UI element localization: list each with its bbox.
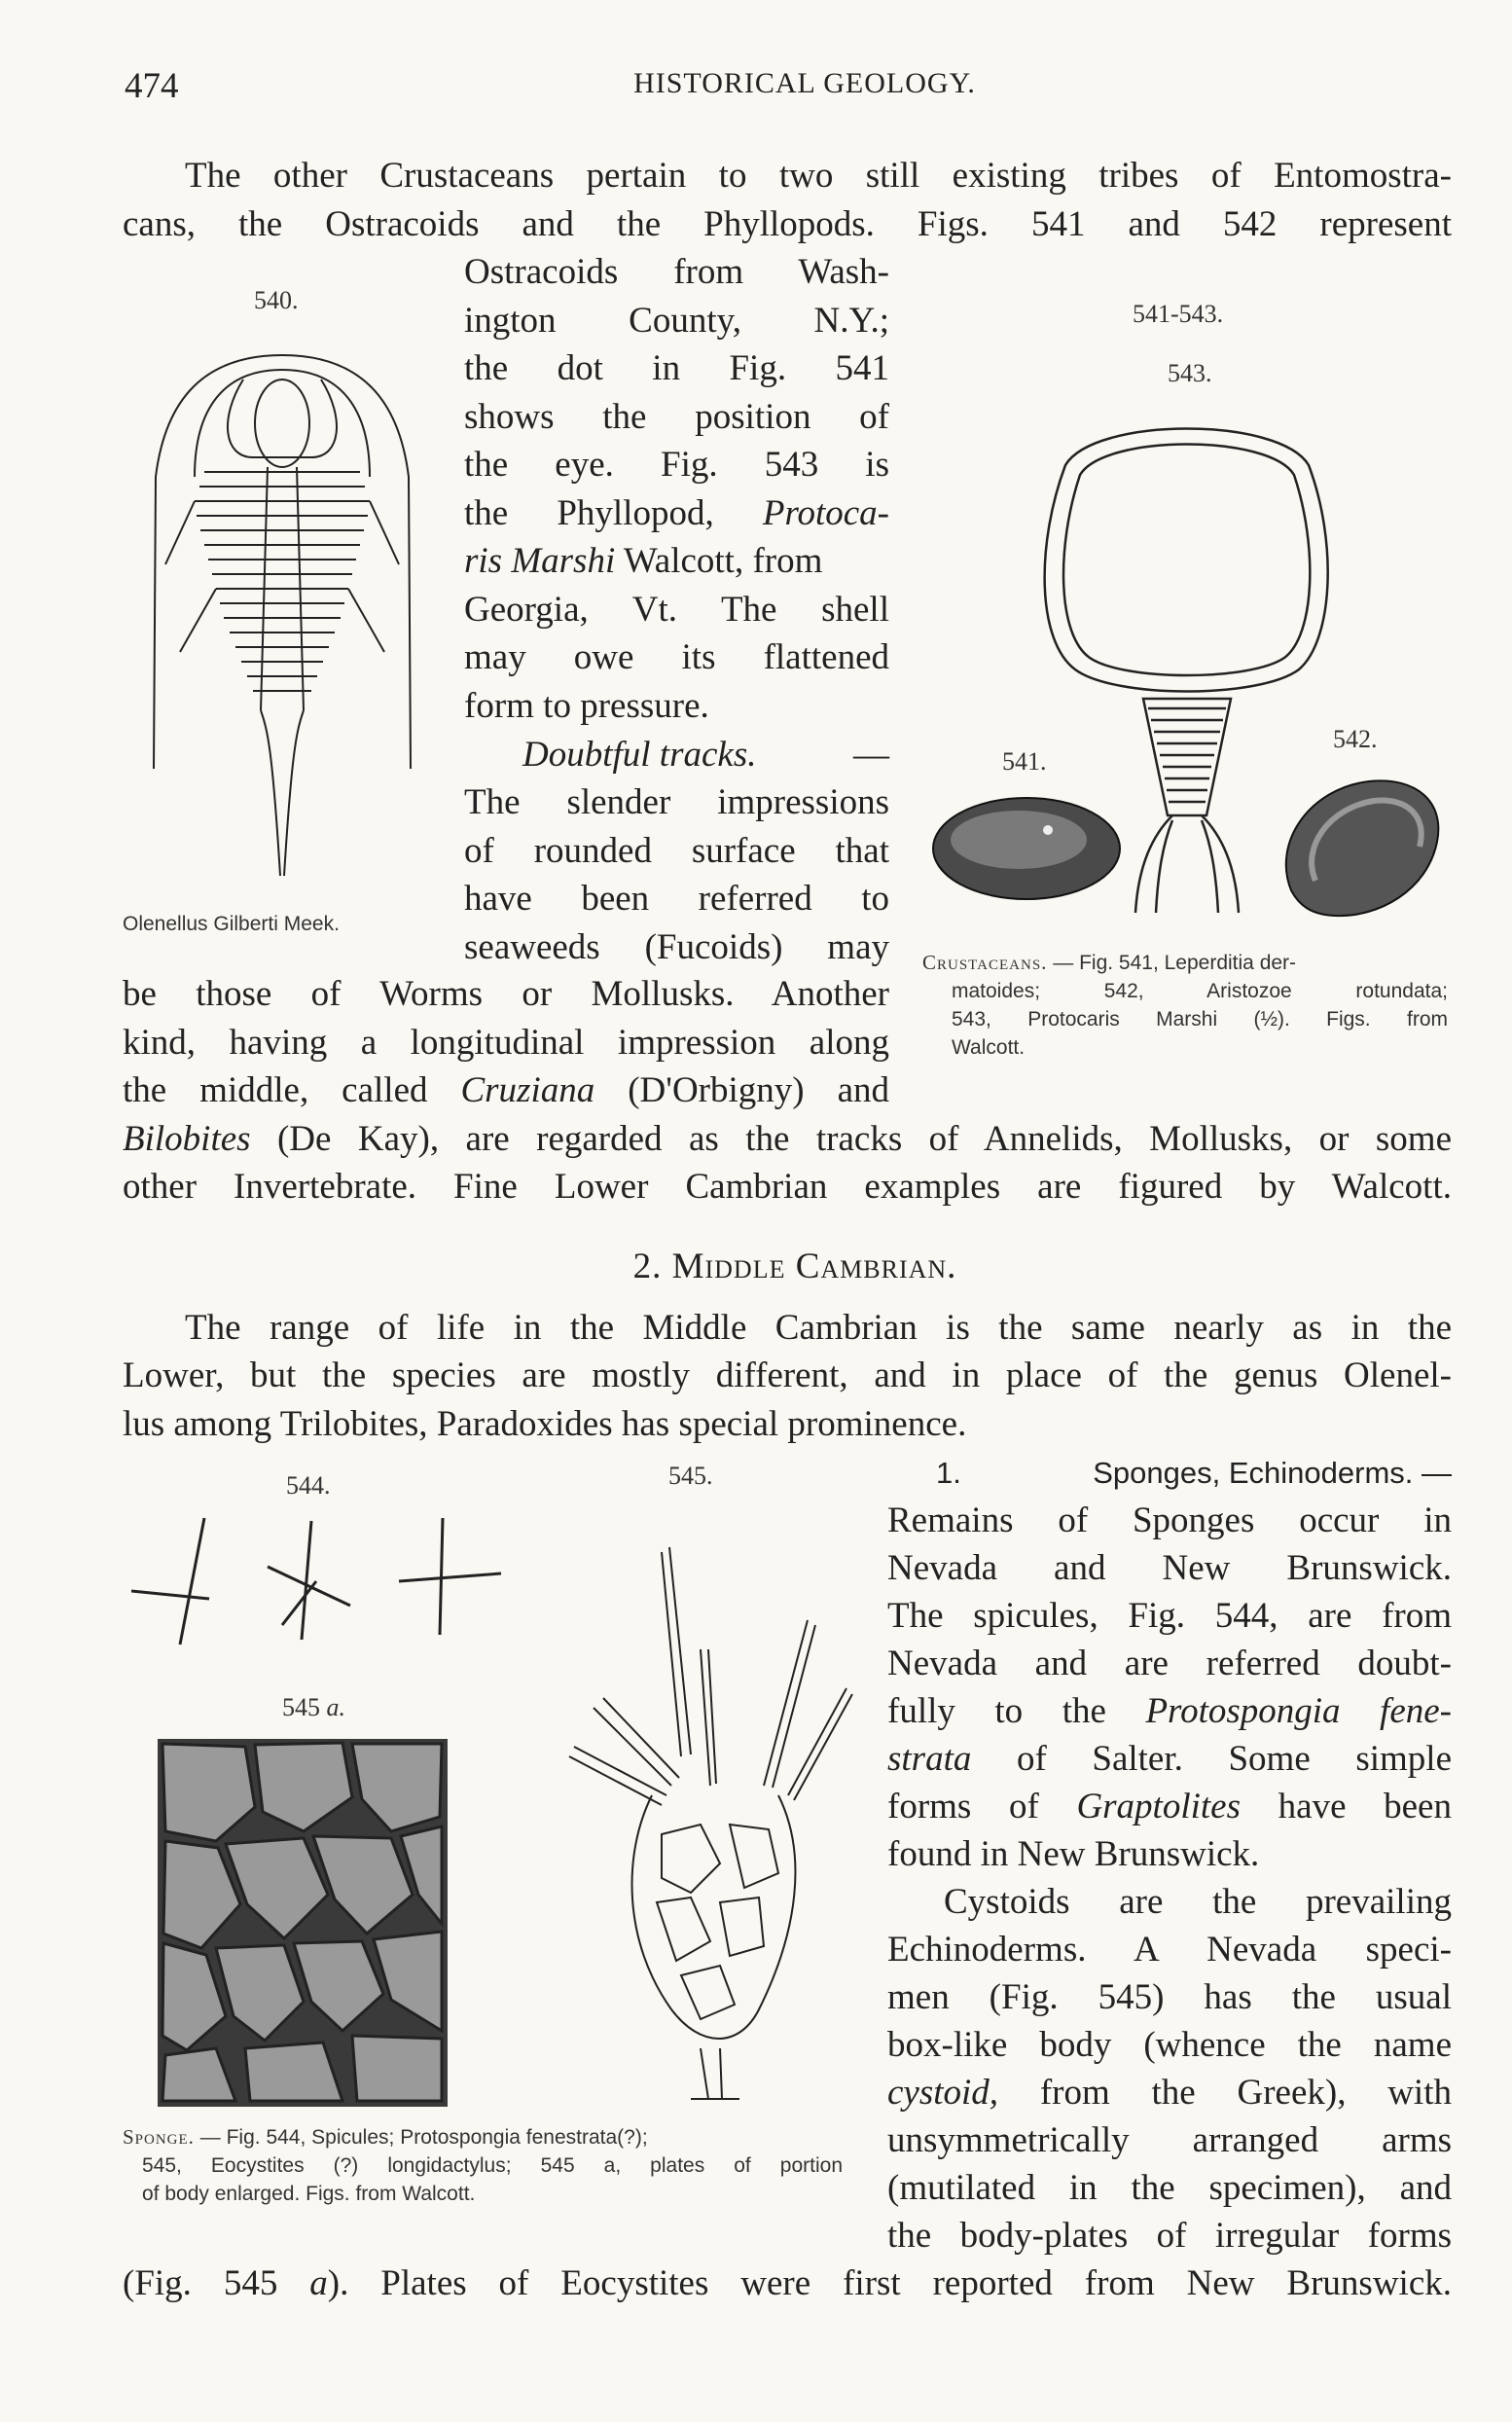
para4-line-5: fully to the Protospongia fene- bbox=[887, 1691, 1452, 1731]
para1-line-2: cans, the Ostracoids and the Phyllopods. Figs. 541 and 542 represent bbox=[123, 204, 1452, 244]
para2-narrow-2: of rounded surface that bbox=[464, 831, 889, 871]
aristozoe-figure bbox=[1272, 774, 1447, 920]
para5-line-7: (mutilated in the specimen), and bbox=[887, 2168, 1452, 2208]
para5-line-4: box-like body (whence the name bbox=[887, 2025, 1452, 2065]
para4-line-7: forms of Graptolites have been bbox=[887, 1787, 1452, 1826]
para2-mid-1: be those of Worms or Mollusks. Another bbox=[123, 974, 889, 1014]
para5-line-1: Cystoids are the prevailing bbox=[944, 1882, 1452, 1922]
para4-line-6: strata of Salter. Some simple bbox=[887, 1739, 1452, 1779]
para5-line-2: Echinoderms. A Nevada speci- bbox=[887, 1930, 1452, 1970]
para4-line-8: found in New Brunswick. bbox=[887, 1834, 1260, 1874]
para4-line-1: Remains of Sponges occur in bbox=[887, 1500, 1452, 1540]
fig543-label: 543. bbox=[1168, 359, 1212, 387]
para1-narrow-4: shows the position of bbox=[464, 397, 889, 437]
para5-last-line: (Fig. 545 a). Plates of Eocystites were first reported from New Brunswick. bbox=[123, 2263, 1452, 2303]
fig545a-label: 545 a. bbox=[282, 1693, 345, 1721]
para2-mid-3: the middle, called Cruziana (D'Orbigny) and bbox=[123, 1070, 889, 1110]
para4-line-2: Nevada and New Brunswick. bbox=[887, 1548, 1452, 1588]
para1-narrow-8: Georgia, Vt. The shell bbox=[464, 590, 889, 630]
para5-line-8: the body-plates of irregular forms bbox=[887, 2216, 1452, 2256]
para2-narrow-3: have been referred to bbox=[464, 879, 889, 919]
para2-full-2: other Invertebrate. Fine Lower Cambrian examples are figured by Walcott. bbox=[123, 1167, 1452, 1207]
para1-narrow-9: may owe its flattened bbox=[464, 637, 889, 677]
para5-line-6: unsymmetrically arranged arms bbox=[887, 2120, 1452, 2160]
para2-full-1: Bilobites (De Kay), are regarded as the tracks of Annelids, Mollusks, or some bbox=[123, 1119, 1452, 1159]
para4-heading: 1. Sponges, Echinoderms. — bbox=[936, 1456, 1452, 1490]
para3-line-1: The range of life in the Middle Cambrian is the same nearly as in the bbox=[185, 1308, 1452, 1348]
leperditia-figure bbox=[929, 793, 1124, 905]
para2-mid-2: kind, having a longitudinal impression along bbox=[123, 1023, 889, 1063]
para1-narrow-10: form to pressure. bbox=[464, 686, 709, 726]
para1-narrow-1: Ostracoids from Wash- bbox=[464, 252, 889, 292]
para1-narrow-5: the eye. Fig. 543 is bbox=[464, 445, 889, 485]
para4-line-3: The spicules, Fig. 544, are from bbox=[887, 1596, 1452, 1636]
fig542-label: 542. bbox=[1333, 725, 1378, 753]
para5-line-5: cystoid, from the Greek), with bbox=[887, 2073, 1452, 2113]
para3-line-3: lus among Trilobites, Paradoxides has special prominence. bbox=[123, 1404, 967, 1444]
para5-line-3: men (Fig. 545) has the usual bbox=[887, 1977, 1452, 2017]
para2-narrow-4: seaweeds (Fucoids) may bbox=[464, 927, 889, 967]
para1-narrow-3: the dot in Fig. 541 bbox=[464, 348, 889, 388]
para2-lead: Doubtful tracks. — bbox=[522, 735, 889, 775]
para4-line-4: Nevada and are referred doubt- bbox=[887, 1644, 1452, 1683]
section-heading: 2. Middle Cambrian. bbox=[632, 1247, 957, 1286]
page-number: 474 bbox=[125, 66, 179, 106]
para1-line-1: The other Crustaceans pertain to two still existing tribes of Entomostra- bbox=[185, 156, 1452, 196]
running-title: HISTORICAL GEOLOGY. bbox=[633, 67, 976, 99]
fig544-545-caption: Sponge. — Fig. 544, Spicules; Protospongia fenestrata(?); 545, Eocystites (?) longidactylus; 545 a, plates of portion of body enlarged. Figs. from Walcott. bbox=[123, 2125, 843, 2205]
trilobite-figure bbox=[136, 341, 428, 886]
para1-narrow-6: the Phyllopod, Protoca- bbox=[464, 493, 889, 533]
fig540-caption: Olenellus Gilberti Meek. bbox=[123, 913, 340, 935]
eocystites-figure bbox=[564, 1503, 866, 2112]
fig540-number: 540. bbox=[254, 286, 299, 314]
para3-line-2: Lower, but the species are mostly different, and in place of the genus Olenel- bbox=[123, 1356, 1452, 1395]
fig545-label: 545. bbox=[668, 1462, 713, 1490]
fig541-543-caption: Crustaceans. — Fig. 541, Leperditia der- matoides; 542, Aristozoe rotundata; 543, Protocaris Marshi (½). Figs. from Walcott. bbox=[922, 951, 1448, 1059]
para1-narrow-2: ington County, N.Y.; bbox=[464, 301, 889, 341]
para1-narrow-7: ris Marshi Walcott, from bbox=[464, 541, 823, 581]
para2-narrow-1: The slender impressions bbox=[464, 782, 889, 822]
plates-enlarged-figure bbox=[158, 1739, 448, 2107]
fig544-label: 544. bbox=[286, 1471, 331, 1500]
spicules-figure bbox=[126, 1513, 516, 1649]
fig541-label: 541. bbox=[1002, 747, 1047, 776]
fig541-543-group-label: 541-543. bbox=[1133, 300, 1224, 328]
